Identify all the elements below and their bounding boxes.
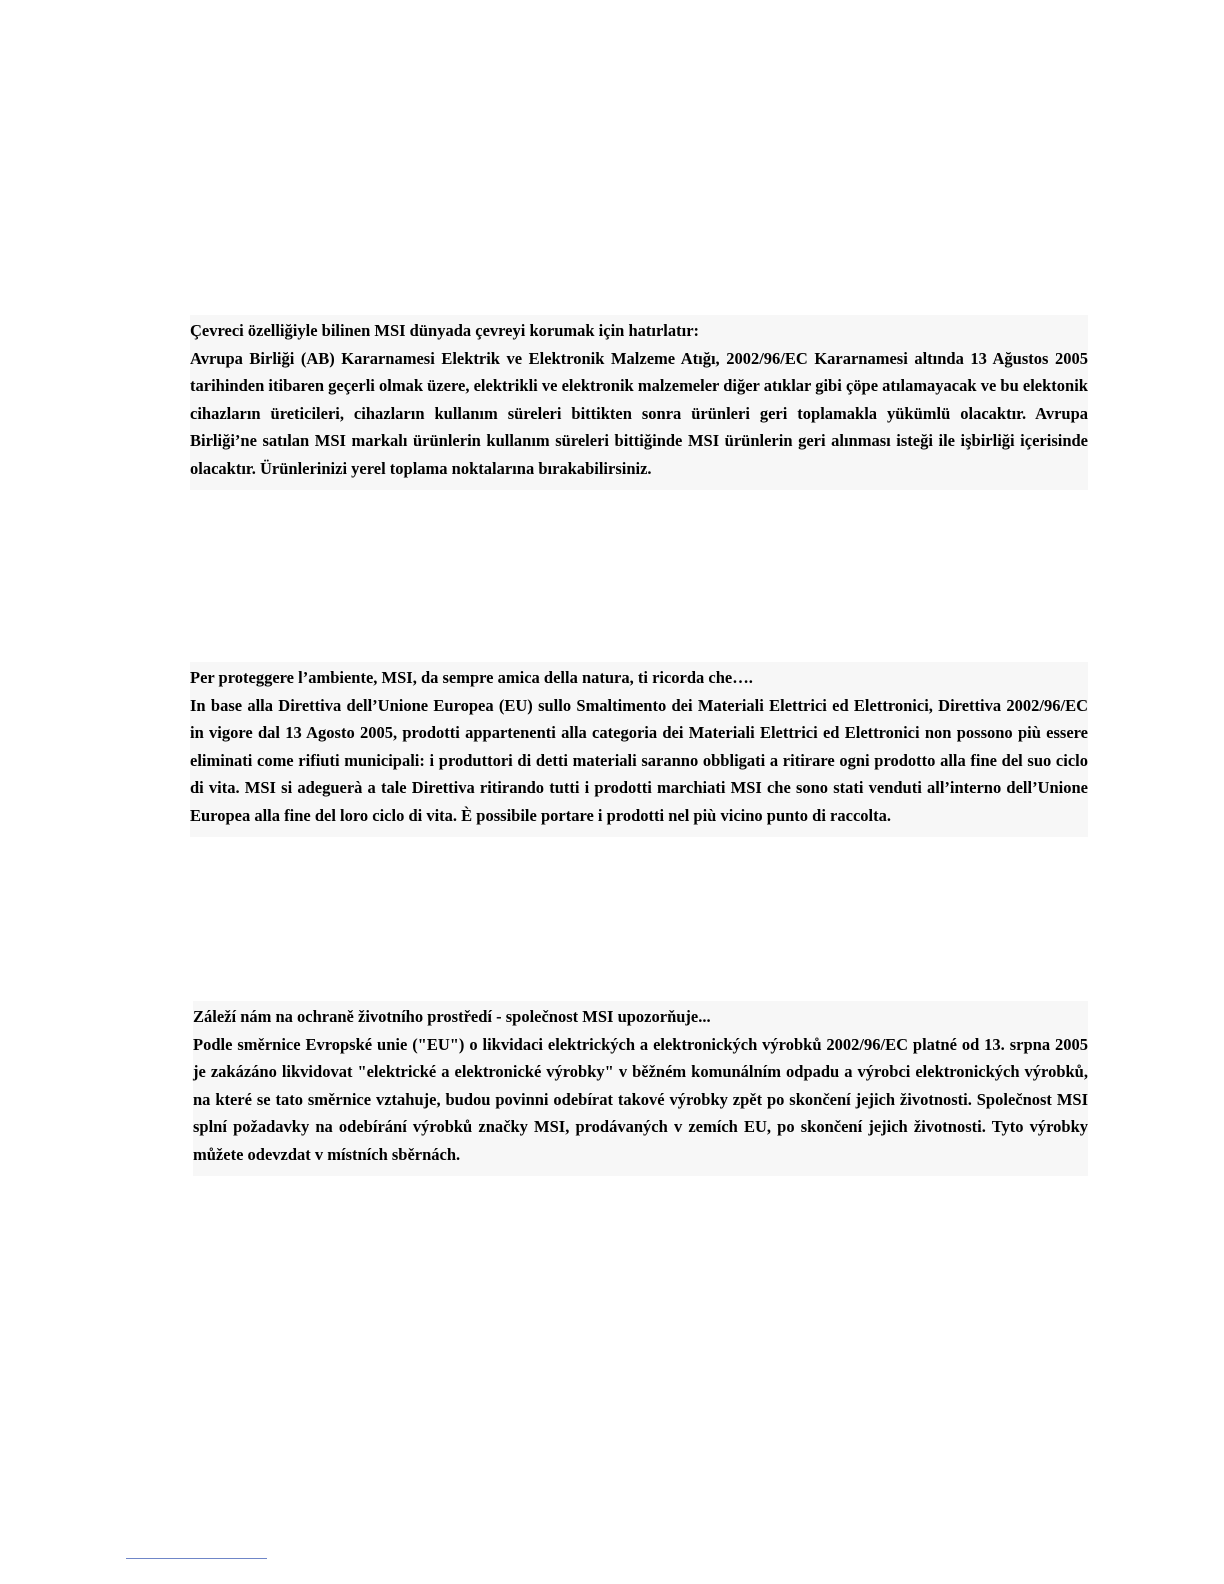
footnote-separator bbox=[126, 1558, 267, 1559]
notice-italian-body: In base alla Direttiva dell’Unione Europea (EU) sullo Smaltimento dei Materiali Elettrici ed Elettronici, Direttiva 2002/96/EC in vigore dal 13 Agosto 2005, prodotti appartenenti alla categoria dei Materiali Elettrici ed Elettronici non possono più essere eliminati come rifiuti municipali: i produttori di detti materiali saranno obbligati a ritirare ogni prodotto alla fine del suo ciclo di vita. MSI si adeguerà a tale Direttiva ritirando tutti i prodotti marchiati MSI che sono stati venduti all’interno dell’Unione Europea alla fine del loro ciclo di vita. È possibile portare i prodotti nel più vicino punto di raccolta. bbox=[190, 695, 1088, 825]
notice-czech-body: Podle směrnice Evropské unie ("EU") o likvidaci elektrických a elektronických výrobků 2002/96/EC platné od 13. srpna 2005 je zakázáno likvidovat "elektrické a elektronické výrobky" v běžném komunálním odpadu a výrobci elektronických výrobků, na které se tato směrnice vztahuje, budou povinni odebírat takové výrobky zpět po skončení jejich životnosti. Společnost MSI splní požadavky na odebírání výrobků značky MSI, prodávaných v zemích EU, po skončení jejich životnosti. Tyto výrobky můžete odevzdat v místních sběrnách. bbox=[193, 1034, 1088, 1164]
notice-czech bbox=[193, 1001, 1088, 1176]
notice-czech-heading: Záleží nám na ochraně životního prostředí - společnost MSI upozorňuje... bbox=[193, 1007, 711, 1026]
notice-italian-heading: Per proteggere l’ambiente, MSI, da sempre amica della natura, ti ricorda che…. bbox=[190, 668, 753, 687]
notice-italian bbox=[190, 662, 1088, 837]
notice-turkish bbox=[190, 315, 1088, 490]
notice-turkish-body: Avrupa Birliği (AB) Kararnamesi Elektrik ve Elektronik Malzeme Atığı, 2002/96/EC Kararnamesi altında 13 Ağustos 2005 tarihinden itibaren geçerli olmak üzere, elektrikli ve elektronik malzemeler diğer atıklar gibi çöpe atılamayacak ve bu elektonik cihazların üreticileri, cihazların kullanım süreleri bittikten sonra ürünleri geri toplamakla yükümlü olacaktır. Avrupa Birliği’ne satılan MSI markalı ürünlerin kullanım süreleri bittiğinde MSI ürünlerin geri alınması isteği ile işbirliği içerisinde olacaktır. Ürünlerinizi yerel toplama noktalarına bırakabilirsiniz. bbox=[190, 348, 1088, 478]
notice-turkish-heading: Çevreci özelliğiyle bilinen MSI dünyada çevreyi korumak için hatırlatır: bbox=[190, 321, 700, 340]
